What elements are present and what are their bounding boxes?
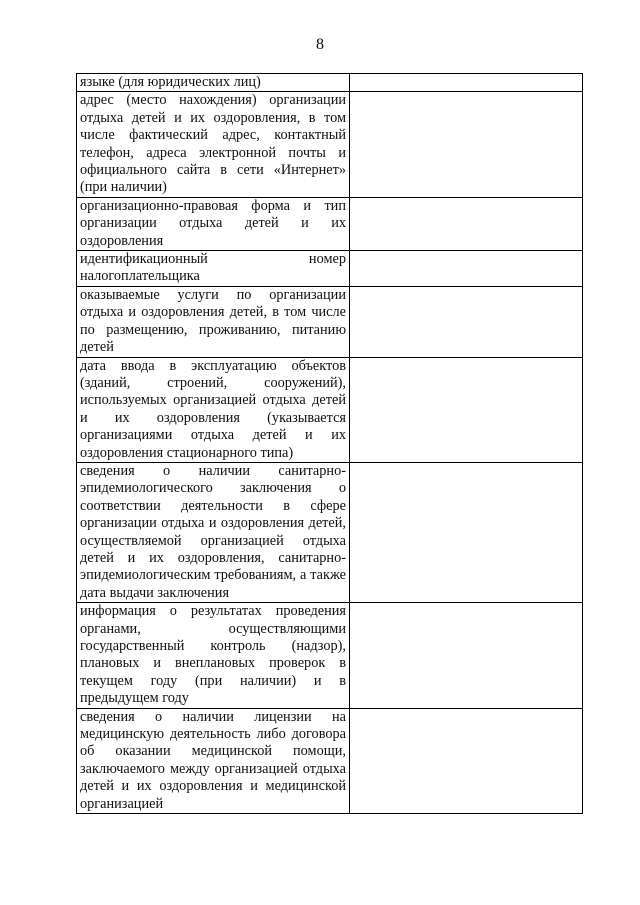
table-row [77, 251, 583, 287]
row-label-inspections: информация о результатах проведения органами, осуществляющими государственный контроль (надзор), плановых и внеплановых проверок в текущем году (при наличии) и в предыдущем году [77, 603, 350, 708]
row-label-sanitary-conclusion: сведения о наличии санитарно-эпидемиологического заключения о соответствии деятельности в сфере организации отдыха и оздоровления детей, осуществляемой организацией отдыха детей и их оздоровления, санитарно-эпидемиологическим требованиям, а также дата выдачи заключения [77, 462, 350, 602]
table-row [77, 286, 583, 357]
row-value-sanitary-conclusion [350, 462, 583, 602]
row-value-legal-form [350, 197, 583, 250]
page-number: 8 [316, 36, 324, 53]
row-value-address [350, 92, 583, 197]
row-label-language: языке (для юридических лиц) [77, 74, 350, 92]
row-label-commissioning-date: дата ввода в эксплуатацию объектов (зданий, строений, сооружений), используемых организацией отдыха детей и их оздоровления (указывается организациями отдыха детей и их оздоровления стационарного типа) [77, 357, 350, 462]
row-value-inspections [350, 603, 583, 708]
table-row [77, 708, 583, 813]
table-row [77, 74, 583, 92]
row-value-language [350, 74, 583, 92]
info-table [76, 73, 583, 814]
row-value-inn [350, 251, 583, 287]
table-row [77, 603, 583, 708]
row-label-medical-license: сведения о наличии лицензии на медицинскую деятельность либо договора об оказании медицинской помощи, заключаемого между организацией отдыха детей и их оздоровления и медицинской организацией [77, 708, 350, 813]
row-label-services: оказываемые услуги по организации отдыха и оздоровления детей, в том числе по размещению, проживанию, питанию детей [77, 286, 350, 357]
row-label-legal-form: организационно-правовая форма и тип организации отдыха детей и их оздоровления [77, 197, 350, 250]
table-row [77, 462, 583, 602]
row-value-commissioning-date [350, 357, 583, 462]
row-label-inn: идентификационный номер налогоплательщика [77, 251, 350, 287]
row-label-address: адрес (место нахождения) организации отдыха детей и их оздоровления, в том числе фактический адрес, контактный телефон, адреса электронной почты и официального сайта в сети «Интернет» (при наличии) [77, 92, 350, 197]
table-row [77, 92, 583, 197]
table-row [77, 357, 583, 462]
row-value-services [350, 286, 583, 357]
row-value-medical-license [350, 708, 583, 813]
table-row [77, 197, 583, 250]
